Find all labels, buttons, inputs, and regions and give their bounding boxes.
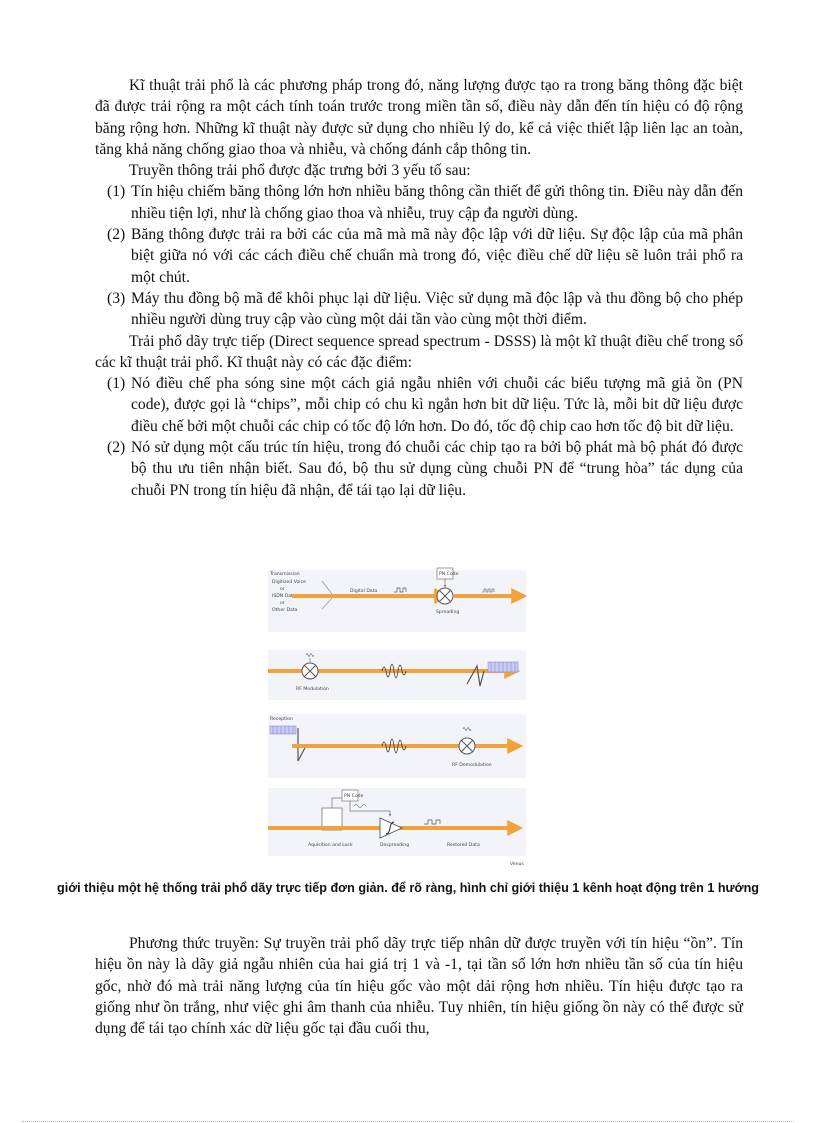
label-source-other: Other Data [272, 608, 298, 613]
item-text: Máy thu đồng bộ mã để khôi phục lại dữ liệu. Việc sử dụng mã độc lập và thu đồng bộ cho phép nhiều người dùng truy cập vào cùng một dải tần vào cùng một thời điểm. [131, 289, 743, 329]
panel-spreading [268, 568, 526, 632]
figure-credit: Venus [510, 862, 524, 867]
dsss-intro: Trải phổ dãy trực tiếp (Direct sequence spread spectrum - DSSS) là một kĩ thuật điều chế trong số các kĩ thuật trải phổ. Kĩ thuật này có các đặc điểm: [95, 332, 743, 371]
feature-item [95, 224, 743, 288]
item-text: Nó điều chế pha sóng sine một cách giả ngẫu nhiên với chuỗi các biểu tượng mã giả ồn (PN code), được gọi là “chips”, mỗi chip có chu kì ngắn hơn bit dữ liệu. Tức là, mỗi bit dữ liệu được điều chế bởi một chuỗi các chip có tốc độ lớn hơn. Do đó, tốc độ chip cao hơn tốc độ bit dữ liệu. [131, 375, 743, 435]
item-number: (1) [107, 375, 126, 393]
feature-item [95, 288, 743, 331]
body-text-bottom [95, 933, 743, 1039]
label-despreading: Despreading [380, 843, 410, 848]
label-reception: Reception [270, 717, 293, 722]
dsss-item [95, 437, 743, 501]
panel-rf-demodulation [268, 714, 526, 778]
label-transmission: Transmission [270, 572, 300, 577]
panel-rf-modulation [268, 650, 526, 700]
feature-item [95, 181, 743, 224]
page-bottom-divider [22, 1121, 794, 1122]
figure-caption: giới thiệu một hệ thống trải phổ dãy trực tiếp đơn giản. để rõ ràng, hình chỉ giới thiệu 1 kênh hoạt động trên 1 hướng [57, 881, 759, 895]
dsss-diagram [262, 566, 527, 868]
label-or: or [280, 601, 285, 606]
body-text-top [95, 75, 743, 501]
dsss-figure [262, 566, 527, 868]
label-rf-modulation: RF Modulation [296, 687, 329, 692]
features-intro: Truyền thông trải phổ được đặc trưng bởi 3 yếu tố sau: [129, 162, 471, 180]
label-acquisition: Aquisition and Lock [308, 843, 353, 848]
label-pn-code: PN Code [439, 572, 459, 577]
item-number: (1) [107, 183, 126, 201]
transmission-paragraph: Phương thức truyền: Sự truyền trải phổ dãy trực tiếp nhân dữ được truyền với tín hiệu “ồn”. Tín hiệu ồn này là dãy giả ngẫu nhiên của hai giá trị 1 và -1, tại tần số lớn hơn nhiều tần số của tín hiệu gốc, nhờ đó mà trải năng lượng của tín hiệu gốc vào một dải rộng hơn nhiều. Tín hiệu được tạo ra giống như ồn trắng, như việc ghi âm thanh của nhiễu. Tuy nhiên, tín hiệu giống ồn này có thể được sử dụng để tái tạo chính xác dữ liệu gốc tại đầu cuối thu, [95, 935, 743, 1038]
intro-paragraph: Kĩ thuật trải phổ là các phương pháp trong đó, năng lượng được tạo ra trong băng thông đặc biệt đã được trải rộng ra một cách tính toán trước trong miền tần số, điều này dẫn đến tín hiệu có độ rộng băng rộng hơn. Những kĩ thuật này được sử dụng cho nhiều lý do, kể cả việc thiết lập liên lạc an toàn, tăng khả năng chống giao thoa và nhiễu, và chống đánh cắp thông tin. [95, 77, 743, 158]
dsss-item [95, 373, 743, 437]
panel-despreading [268, 788, 526, 856]
label-or: or [280, 587, 285, 592]
label-source-voice: Digitized Voice [272, 580, 306, 585]
label-digital-data: Digital Data [350, 589, 378, 594]
label-pn-code: PN Code [344, 794, 364, 799]
item-number: (2) [107, 226, 126, 244]
item-text: Nó sử dụng một cấu trúc tín hiệu, trong đó chuỗi các chip tạo ra bởi bộ phát mà bộ phát đó được bộ thu ưu tiên nhận biết. Sau đó, bộ thu sử dụng cùng chuỗi PN để “trung hòa” tác dụng của chuỗi PN trong tín hiệu đã nhận, để tái tạo lại dữ liệu. [131, 439, 743, 499]
label-rf-demodulation: RF Demodulation [452, 763, 492, 768]
item-text: Băng thông được trải ra bởi các của mã mà mã này độc lập với dữ liệu. Sự độc lập của mã phân biệt giữa nó với các cách điều chế chuẩn mà trong đó, việc điều chế dữ liệu sẽ luôn trải phổ ra một chút. [131, 226, 743, 286]
item-number: (3) [107, 289, 126, 307]
item-text: Tín hiệu chiếm băng thông lớn hơn nhiều băng thông cần thiết để gửi thông tin. Điều này dẫn đến nhiều tiện lợi, như là chống giao thoa và nhiễu, truy cập đa người dùng. [131, 183, 743, 222]
label-spreading: Spreading [436, 610, 460, 615]
label-source-isdn: ISDN Data [272, 594, 296, 599]
label-restored-data: Restored Data [447, 843, 480, 848]
item-number: (2) [107, 439, 126, 457]
